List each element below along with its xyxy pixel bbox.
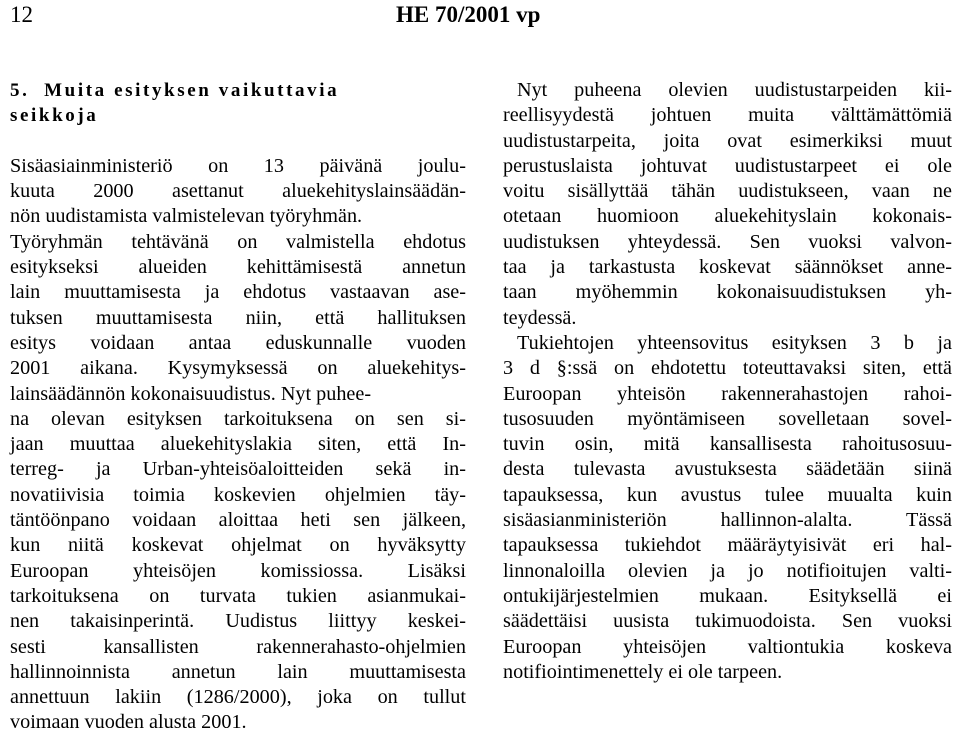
left-text-line: nen takaisinperintä. Uudistus liittyy keskei- bbox=[10, 610, 466, 633]
left-text-line: Työryhmän tehtävänä on valmistella ehdotus bbox=[10, 230, 466, 253]
left-text-line: Sisäasiainministeriö on 13 päivänä joulu- bbox=[10, 154, 466, 177]
right-text-line: perustuslaista johtuvat uudistustarpeet ei ole bbox=[503, 154, 952, 177]
left-text-line: annettuun lakiin (1286/2000), joka on tullut bbox=[10, 686, 466, 709]
right-text-line: notifiointimenettely ei ole tarpeen. bbox=[503, 660, 783, 683]
left-text-line: tuksen muuttamisesta niin, että hallituksen bbox=[10, 306, 466, 329]
left-text-line: kuuta 2000 asettanut aluekehityslainsäädän- bbox=[10, 180, 466, 203]
left-text-line: 2001 aikana. Kysymyksessä on aluekehitys- bbox=[10, 357, 466, 380]
right-column bbox=[503, 78, 952, 685]
right-text-line: 3 d §:ssä on ehdotettu toteuttavaksi siten, että bbox=[503, 357, 952, 380]
right-text-line: tuvin osin, mitä kansallisesta rahoitusosuu- bbox=[503, 433, 952, 456]
right-text-line: voitu sisällyttää tähän uudistukseen, vaan ne bbox=[503, 180, 952, 203]
right-text-line: Tukiehtojen yhteensovitus esityksen 3 b ja bbox=[517, 331, 952, 354]
left-text-line: terreg- ja Urban-yhteisöaloitteiden sekä in- bbox=[10, 458, 466, 481]
left-text-line: kun niitä koskevat ohjelmat on hyväksytty bbox=[10, 534, 466, 557]
left-text-line: lainsäädännön kokonaisuudistus. Nyt puhee- bbox=[10, 382, 372, 405]
heading-spacer bbox=[10, 129, 466, 154]
section-heading-line-2: seikkoja bbox=[10, 105, 99, 127]
right-text-line: uudistuksen yhteydessä. Sen vuoksi valvon- bbox=[503, 230, 952, 253]
right-text-line: tapauksessa, kun avustus tulee muualta kuin bbox=[503, 483, 952, 506]
right-text-line: tusosuuden myöntämiseen sovelletaan sovel- bbox=[503, 407, 952, 430]
section-heading-line-1: 5. Muita esityksen vaikuttavia bbox=[10, 80, 340, 101]
left-text-line: tarkoituksena on turvata tukien asianmukai- bbox=[10, 584, 466, 607]
left-text-line: esitys voidaan antaa eduskunnalle vuoden bbox=[10, 331, 466, 354]
right-text-line: otetaan huomioon aluekehityslain kokonais- bbox=[503, 205, 952, 228]
right-text-line: säädettäisi uusista tukimuodoista. Sen vuoksi bbox=[503, 610, 952, 633]
running-head-document-id: HE 70/2001 vp bbox=[396, 2, 541, 27]
right-text-line: ontukijärjestelmien mukaan. Esityksellä ei bbox=[503, 584, 952, 607]
right-text-line: uudistustarpeita, joita ovat esimerkiksi muut bbox=[503, 129, 952, 152]
right-text-line: tapauksessa tukiehdot määräytyisivät eri hal- bbox=[503, 534, 952, 557]
right-text-line: Euroopan yhteisön rakennerahastojen rahoi- bbox=[503, 382, 952, 405]
left-column bbox=[10, 78, 466, 736]
left-text-line: voimaan vuoden alusta 2001. bbox=[10, 711, 247, 734]
left-text-line: täntöönpano voidaan aloittaa heti sen jälkeen, bbox=[10, 509, 466, 532]
left-text-line: jaan muuttaa aluekehityslakia siten, että In- bbox=[10, 433, 466, 456]
left-text-line: esitykseksi alueiden kehittämisestä annetun bbox=[10, 256, 466, 279]
right-text-line: taa ja tarkastusta koskevat säännökset anne- bbox=[503, 256, 952, 279]
left-text-line: sesti kansallisten rakennerahasto-ohjelmien bbox=[10, 635, 466, 658]
left-text-line: hallinnoinnista annetun lain muuttamisesta bbox=[10, 660, 466, 683]
left-text-line: lain muuttamisesta ja ehdotus vastaavan ase- bbox=[10, 281, 466, 304]
right-text-line: teydessä. bbox=[503, 306, 577, 329]
right-text-line: desta tulevasta avustuksesta säädetään siinä bbox=[503, 458, 952, 481]
right-text-line: linnonaloilla olevien ja jo notifioitujen valti- bbox=[503, 559, 952, 582]
page-number: 12 bbox=[10, 2, 33, 27]
right-text-line: taan myöhemmin kokonaisuudistuksen yh- bbox=[503, 281, 952, 304]
left-text-line: na olevan esityksen tarkoituksena on sen si- bbox=[10, 407, 466, 430]
right-text-line: Euroopan yhteisöjen valtiontukia koskeva bbox=[503, 635, 952, 658]
right-text-line: Nyt puheena olevien uudistustarpeiden kii- bbox=[517, 79, 952, 101]
right-text-line: sisäasianministeriön hallinnon-alalta. Tässä bbox=[503, 509, 952, 532]
left-text-line: novatiivisia toimia koskevien ohjelmien täy- bbox=[10, 483, 466, 506]
right-text-line: reellisyydestä johtuen muita välttämättömiä bbox=[503, 104, 952, 127]
left-text-line: nön uudistamista valmistelevan työryhmän. bbox=[10, 205, 363, 228]
left-text-line: Euroopan yhteisöjen komissiossa. Lisäksi bbox=[10, 559, 466, 582]
